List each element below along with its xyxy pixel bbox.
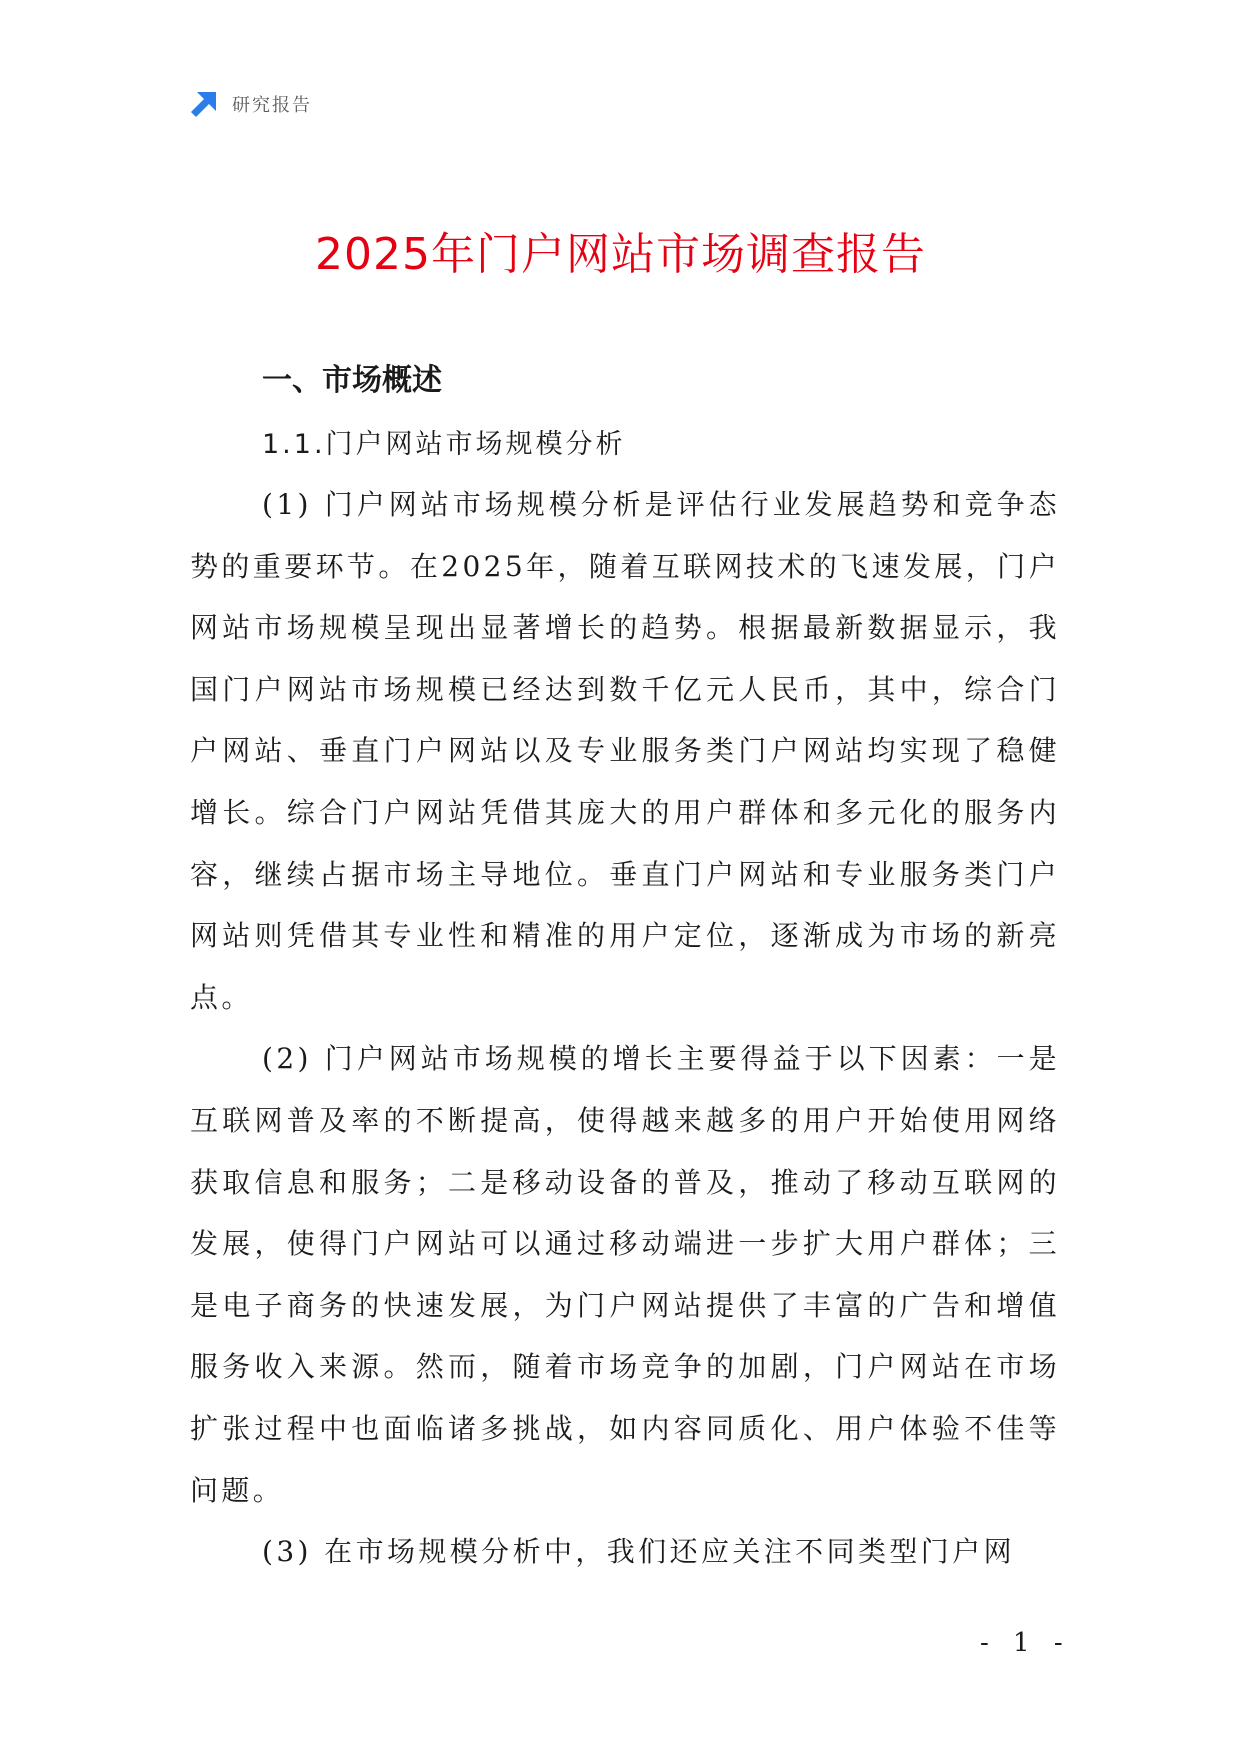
paragraph-2: (2) 门户网站市场规模的增长主要得益于以下因素：一是互联网普及率的不断提高，使得越来越多的用户开始使用网络获取信息和服务；二是移动设备的普及，推动了移动互联网的发展，使得门户网站可以通过移动端进一步扩大用户群体；三是电子商务的快速发展，为门户网站提供了丰富的广告和增值服务收入来源。然而，随着市场竞争的加剧，门户网站在市场扩张过程中也面临诸多挑战，如内容同质化、用户体验不佳等问题。 — [190, 1042, 1060, 1507]
subsection-heading: 1.1.门户网站市场规模分析 — [262, 429, 626, 460]
section-heading: 一、市场概述 — [262, 363, 442, 398]
paragraph-1: (1) 门户网站市场规模分析是评估行业发展趋势和竞争态势的重要环节。在2025年，随着互联网技术的飞速发展，门户网站市场规模呈现出显著增长的趋势。根据最新数据显示，我国门户网站市场规模已经达到数千亿元人民币，其中，综合门户网站、垂直门户网站以及专业服务类门户网站均实现了稳健增长。综合门户网站凭借其庞大的用户群体和多元化的服务内容，继续占据市场主导地位。垂直门户网站和专业服务类门户网站则凭借其专业性和精准的用户定位，逐渐成为市场的新亮点。 — [190, 488, 1060, 1014]
paragraph-3: (3) 在市场规模分析中，我们还应关注不同类型门户网 — [262, 1535, 1015, 1569]
header-label: 研究报告 — [232, 95, 312, 116]
arrow-up-right-icon — [188, 88, 220, 120]
document-title: 2025年门户网站市场调查报告 — [315, 229, 926, 280]
page-number: - 1 - — [980, 1628, 1071, 1658]
report-header — [188, 88, 312, 120]
document-body — [190, 356, 1060, 1583]
